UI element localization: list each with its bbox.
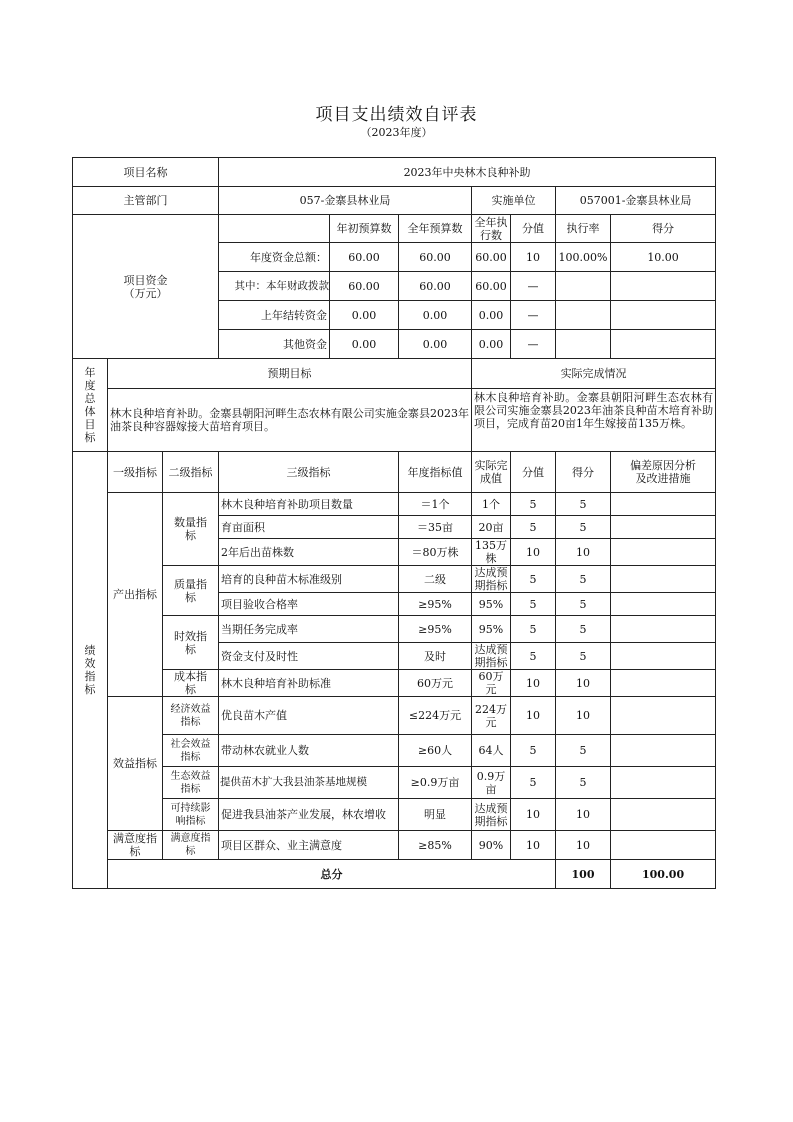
indicator-note (611, 516, 716, 539)
funds-score (611, 301, 716, 330)
funds-rate (556, 272, 611, 301)
performance-label: 绩 效 指 标 (73, 452, 108, 889)
funds-header-initial: 年初预算数 (330, 215, 399, 243)
indicator-target: ≥95% (399, 616, 472, 643)
funds-header-blank (219, 215, 330, 243)
indicator-name: 促进我县油茶产业发展，林农增收 (219, 799, 399, 831)
indicator-score: 10 (556, 697, 611, 735)
self-evaluation-table (72, 157, 716, 889)
indicator-note (611, 566, 716, 593)
funds-score (611, 272, 716, 301)
dept-value: 057-金寨县林业局 (219, 187, 472, 215)
indicator-target: ＝1个 (399, 493, 472, 516)
dept-label: 主管部门 (73, 187, 219, 215)
unit-value: 057001-金寨县林业局 (556, 187, 716, 215)
indicator-score: 5 (556, 767, 611, 799)
level2-sustainable: 可持续影 响指标 (163, 799, 219, 831)
funds-row-label: 其中：本年财政拨款 (219, 272, 330, 301)
level2-ecological: 生态效益 指标 (163, 767, 219, 799)
funds-row-label: 其他资金 (219, 330, 330, 359)
unit-label: 实施单位 (472, 187, 556, 215)
indicator-target: ≥60人 (399, 735, 472, 767)
indicator-name: 培育的良种苗木标准级别 (219, 566, 399, 593)
header-level1: 一级指标 (108, 452, 163, 493)
funds-rate (556, 330, 611, 359)
indicator-actual: 60万元 (472, 670, 511, 697)
level2-quality: 质量指 标 (163, 566, 219, 616)
indicator-target: ＝80万株 (399, 539, 472, 566)
funds-executed: 0.00 (472, 330, 511, 359)
indicator-actual: 达成预期指标 (472, 566, 511, 593)
indicator-value: 5 (511, 566, 556, 593)
funds-row-label: 上年结转资金 (219, 301, 330, 330)
indicator-name: 当期任务完成率 (219, 616, 399, 643)
indicator-row (73, 767, 716, 799)
total-label: 总分 (108, 860, 556, 889)
indicator-actual: 90% (472, 831, 511, 860)
total-score: 100.00 (611, 860, 716, 889)
level1-benefit: 效益指标 (108, 697, 163, 831)
indicator-note (611, 643, 716, 670)
indicator-value: 5 (511, 643, 556, 670)
indicator-score: 10 (556, 670, 611, 697)
indicator-score: 5 (556, 735, 611, 767)
indicator-score: 5 (556, 593, 611, 616)
indicator-row (73, 566, 716, 593)
header-actual: 实际完成值 (472, 452, 511, 493)
funds-executed: 0.00 (472, 301, 511, 330)
header-target: 年度指标值 (399, 452, 472, 493)
indicator-row (73, 616, 716, 643)
indicator-score: 5 (556, 643, 611, 670)
indicator-value: 10 (511, 697, 556, 735)
funds-annual: 60.00 (399, 272, 472, 301)
project-name-label: 项目名称 (73, 158, 219, 187)
funds-rate: 100.00% (556, 243, 611, 272)
indicator-score: 10 (556, 539, 611, 566)
indicator-value: 10 (511, 670, 556, 697)
level1-satisfaction: 满意度指 标 (108, 831, 163, 860)
indicator-target: ≥85% (399, 831, 472, 860)
indicator-target: 二级 (399, 566, 472, 593)
indicator-name: 提供苗木扩大我县油茶基地规模 (219, 767, 399, 799)
level2-quantity: 数量指 标 (163, 493, 219, 566)
expected-goal-text: 林木良种培育补助。金寨县朝阳河畔生态农林有限公司实施金寨县2023年油茶良种容器嫁接大苗培育项目。 (108, 389, 472, 452)
indicator-value: 5 (511, 616, 556, 643)
indicator-value: 10 (511, 799, 556, 831)
indicator-target: ＝35亩 (399, 516, 472, 539)
indicator-name: 2年后出苗株数 (219, 539, 399, 566)
goals-header-row (73, 359, 716, 389)
level2-timeliness: 时效指 标 (163, 616, 219, 670)
indicator-actual: 95% (472, 616, 511, 643)
funds-initial: 60.00 (330, 243, 399, 272)
indicator-name: 林木良种培育补助标准 (219, 670, 399, 697)
indicator-note (611, 697, 716, 735)
funds-header-executed: 全年执行数 (472, 215, 511, 243)
indicator-target: ≤224万元 (399, 697, 472, 735)
indicator-actual: 20亩 (472, 516, 511, 539)
indicator-value: 5 (511, 593, 556, 616)
indicator-name: 项目区群众、业主满意度 (219, 831, 399, 860)
header-value: 分值 (511, 452, 556, 493)
goals-label: 年 度 总 体 目 标 (73, 359, 108, 452)
indicator-target: 及时 (399, 643, 472, 670)
indicator-note (611, 735, 716, 767)
indicator-value: 5 (511, 516, 556, 539)
indicator-name: 项目验收合格率 (219, 593, 399, 616)
report-year: （2023年度） (360, 126, 433, 139)
header-level3: 三级指标 (219, 452, 399, 493)
level1-output: 产出指标 (108, 493, 163, 697)
funds-initial: 60.00 (330, 272, 399, 301)
indicator-actual: 0.9万亩 (472, 767, 511, 799)
indicator-note (611, 670, 716, 697)
indicator-note (611, 539, 716, 566)
level2-economic: 经济效益 指标 (163, 697, 219, 735)
indicator-score: 5 (556, 493, 611, 516)
project-name-value: 2023年中央林木良种补助 (219, 158, 716, 187)
indicator-actual: 达成预期指标 (472, 799, 511, 831)
expected-goal-header: 预期目标 (108, 359, 472, 389)
performance-header-row (73, 452, 716, 493)
indicator-target: ≥95% (399, 593, 472, 616)
funds-initial: 0.00 (330, 330, 399, 359)
funds-score-value: — (511, 301, 556, 330)
indicator-row (73, 493, 716, 516)
total-row (73, 860, 716, 889)
funds-score-value: — (511, 272, 556, 301)
funds-initial: 0.00 (330, 301, 399, 330)
header-level2: 二级指标 (163, 452, 219, 493)
indicator-value: 5 (511, 767, 556, 799)
indicator-note (611, 799, 716, 831)
level2-social: 社会效益 指标 (163, 735, 219, 767)
funds-label: 项目资金 （万元） (73, 215, 219, 359)
funds-score: 10.00 (611, 243, 716, 272)
indicator-actual: 达成预期指标 (472, 643, 511, 670)
indicator-name: 带动林农就业人数 (219, 735, 399, 767)
indicator-target: 明显 (399, 799, 472, 831)
department-row (73, 187, 716, 215)
funds-score-value: 10 (511, 243, 556, 272)
funds-score (611, 330, 716, 359)
indicator-actual: 95% (472, 593, 511, 616)
actual-goal-text: 林木良种培育补助。金寨县朝阳河畔生态农林有限公司实施金寨县2023年油茶良种苗木培育补助项目，完成育苗20亩1年生嫁接苗135万株。 (472, 389, 716, 452)
funds-score-value: — (511, 330, 556, 359)
indicator-row (73, 831, 716, 860)
header-score: 得分 (556, 452, 611, 493)
indicator-score: 5 (556, 616, 611, 643)
indicator-actual: 64人 (472, 735, 511, 767)
indicator-value: 10 (511, 539, 556, 566)
goals-content-row (73, 389, 716, 452)
indicator-score: 5 (556, 516, 611, 539)
funds-annual: 0.00 (399, 330, 472, 359)
indicator-note (611, 831, 716, 860)
funds-rate (556, 301, 611, 330)
indicator-note (611, 493, 716, 516)
indicator-actual: 224万元 (472, 697, 511, 735)
funds-header-rate: 执行率 (556, 215, 611, 243)
funds-header-score-value: 分值 (511, 215, 556, 243)
indicator-value: 10 (511, 831, 556, 860)
indicator-score: 10 (556, 831, 611, 860)
project-name-row (73, 158, 716, 187)
level2-satisfaction: 满意度指 标 (163, 831, 219, 860)
indicator-value: 5 (511, 493, 556, 516)
indicator-actual: 135万株 (472, 539, 511, 566)
indicator-note (611, 616, 716, 643)
indicator-row (73, 670, 716, 697)
indicator-target: 60万元 (399, 670, 472, 697)
indicator-name: 资金支付及时性 (219, 643, 399, 670)
funds-header-score: 得分 (611, 215, 716, 243)
funds-header-row (73, 215, 716, 243)
indicator-note (611, 593, 716, 616)
indicator-row (73, 799, 716, 831)
indicator-name: 育亩面积 (219, 516, 399, 539)
funds-executed: 60.00 (472, 272, 511, 301)
indicator-value: 5 (511, 735, 556, 767)
indicator-actual: 1个 (472, 493, 511, 516)
header-deviation: 偏差原因分析 及改进措施 (611, 452, 716, 493)
indicator-score: 5 (556, 566, 611, 593)
funds-annual: 0.00 (399, 301, 472, 330)
page-title: 项目支出绩效自评表 (315, 105, 478, 125)
indicator-name: 林木良种培育补助项目数量 (219, 493, 399, 516)
level2-cost: 成本指 标 (163, 670, 219, 697)
funds-row-label: 年度资金总额： (219, 243, 330, 272)
total-value: 100 (556, 860, 611, 889)
funds-annual: 60.00 (399, 243, 472, 272)
indicator-row (73, 735, 716, 767)
funds-executed: 60.00 (472, 243, 511, 272)
indicator-target: ≥0.9万亩 (399, 767, 472, 799)
indicator-note (611, 767, 716, 799)
indicator-score: 10 (556, 799, 611, 831)
actual-goal-header: 实际完成情况 (472, 359, 716, 389)
funds-header-annual: 全年预算数 (399, 215, 472, 243)
indicator-row (73, 697, 716, 735)
indicator-name: 优良苗木产值 (219, 697, 399, 735)
